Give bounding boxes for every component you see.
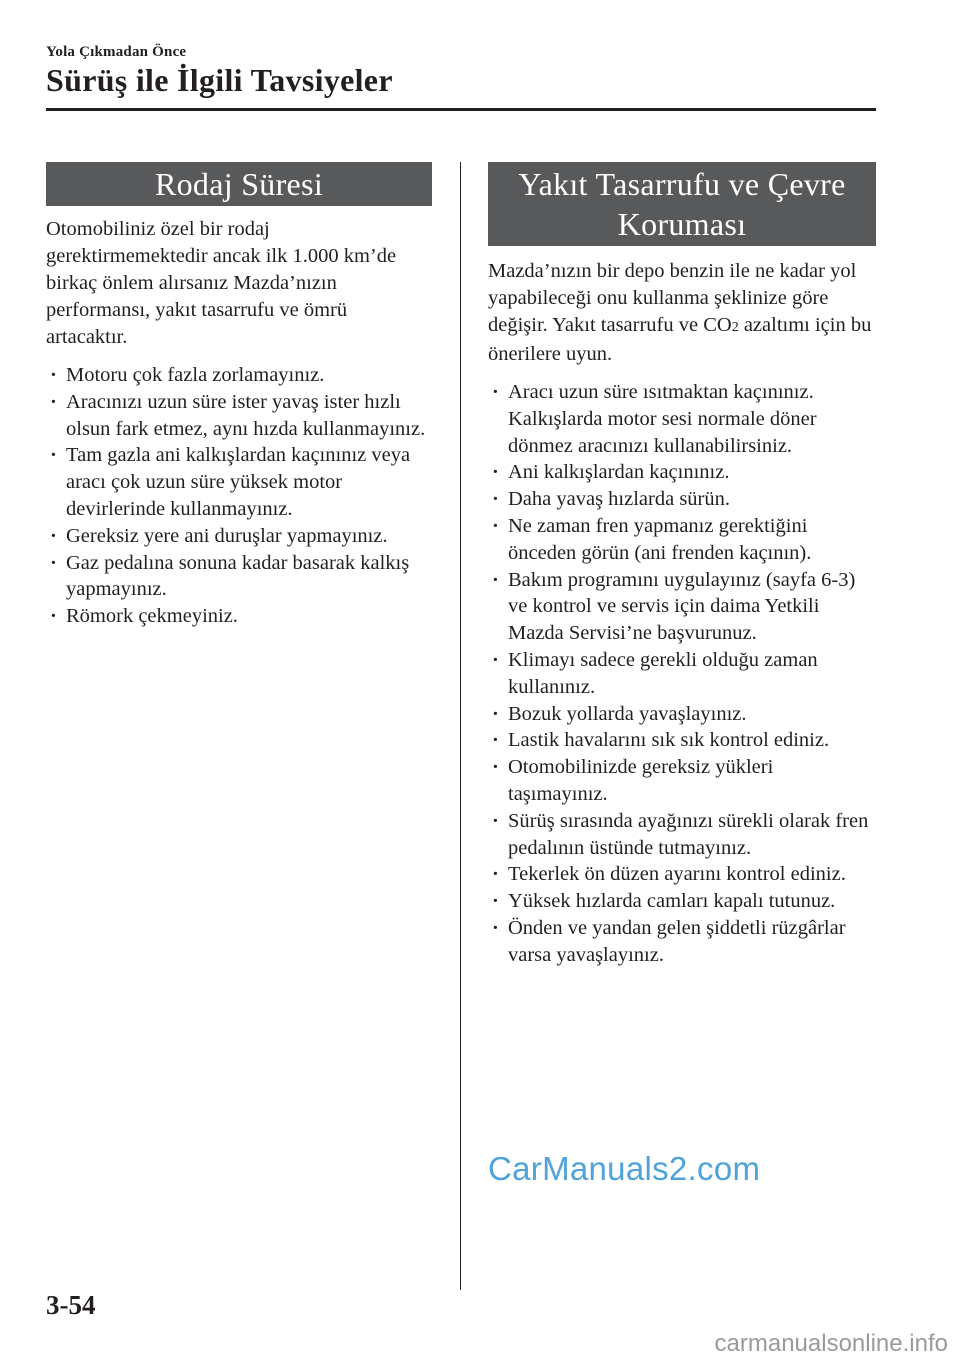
footer-site-link[interactable]: carmanualsonline.info [714,1330,948,1357]
break-in-list [46,362,432,630]
break-in-intro: Otomobiliniz özel bir rodaj gerektirmemektedir ancak ilk 1.000 km’de birkaç önlem alırsanız Mazda’nızın performansı, yakıt tasarrufu ve ömrü artacaktır. [46,218,397,348]
fuel-economy-heading [488,162,876,246]
list-item: · Daha yavaş hızlarda sürün. [488,486,876,513]
list-item: · Gereksiz yere ani duruşlar yapmayınız. [46,523,432,550]
list-item: · Klimayı sadece gerekli olduğu zaman kullanınız. [488,647,876,701]
list-item: · Tekerlek ön düzen ayarını kontrol ediniz. [488,861,876,888]
intro-text-end: azaltımı için bu önerilere uyun. [488,314,872,365]
left-column [46,162,432,630]
break-in-heading: Rodaj Süresi [46,162,432,206]
list-item: · Aracı uzun süre ısıtmaktan kaçınınız. Kalkışlarda motor sesi normale döner dönmez aracınızı kullanabilirsiniz. [488,379,876,459]
intro-text: Mazda’nızın bir depo benzin ile ne kadar yol yapabileceği onu kullanma şeklinize göre değişir. Yakıt tasarrufu ve CO [488,260,857,336]
list-item: · Bozuk yollarda yavaşlayınız. [488,701,876,728]
list-item: · Tam gazla ani kalkışlardan kaçınınız veya aracı çok uzun süre yüksek motor devirlerinde kullanmayınız. [46,442,432,522]
section-title: Sürüş ile İlgili Tavsiyeler [46,62,393,98]
co2-subscript: 2 [731,320,739,335]
right-column [488,162,876,969]
fuel-economy-heading-line2: Koruması [617,206,747,242]
list-item: · Ne zaman fren yapmanız gerektiğini önceden görün (ani frenden kaçının). [488,513,876,567]
column-divider [460,162,461,1290]
list-item: · Bakım programını uygulayınız (sayfa 6-3) ve kontrol ve servis için daima Yetkili Mazda Servisi’ne başvurunuz. [488,567,876,647]
page-number: 3-54 [46,1290,96,1320]
list-item: · Aracınızı uzun süre ister yavaş ister hızlı olsun fark etmez, aynı hızda kullanmayınız. [46,389,432,443]
list-item: · Önden ve yandan gelen şiddetli rüzgârlar varsa yavaşlayınız. [488,915,876,969]
list-item: · Sürüş sırasında ayağınızı sürekli olarak fren pedalının üstünde tutmayınız. [488,808,876,862]
list-item: · Yüksek hızlarda camları kapalı tutunuz. [488,888,876,915]
fuel-economy-list [488,379,876,969]
list-item: · Otomobilinizde gereksiz yükleri taşımayınız. [488,754,876,808]
fuel-economy-heading-line1: Yakıt Tasarrufu ve Çevre [518,166,846,202]
chapter-label: Yola Çıkmadan Önce [46,44,187,60]
list-item: · Römork çekmeyiniz. [46,603,432,630]
watermark-logo: CarManuals2.com [488,1150,761,1187]
list-item: · Ani kalkışlardan kaçınınız. [488,459,876,486]
list-item: · Gaz pedalına sonuna kadar basarak kalkış yapmayınız. [46,550,432,604]
header-rule [46,108,876,111]
fuel-economy-intro [488,258,876,368]
list-item: · Lastik havalarını sık sık kontrol ediniz. [488,727,876,754]
list-item: · Motoru çok fazla zorlamayınız. [46,362,432,389]
